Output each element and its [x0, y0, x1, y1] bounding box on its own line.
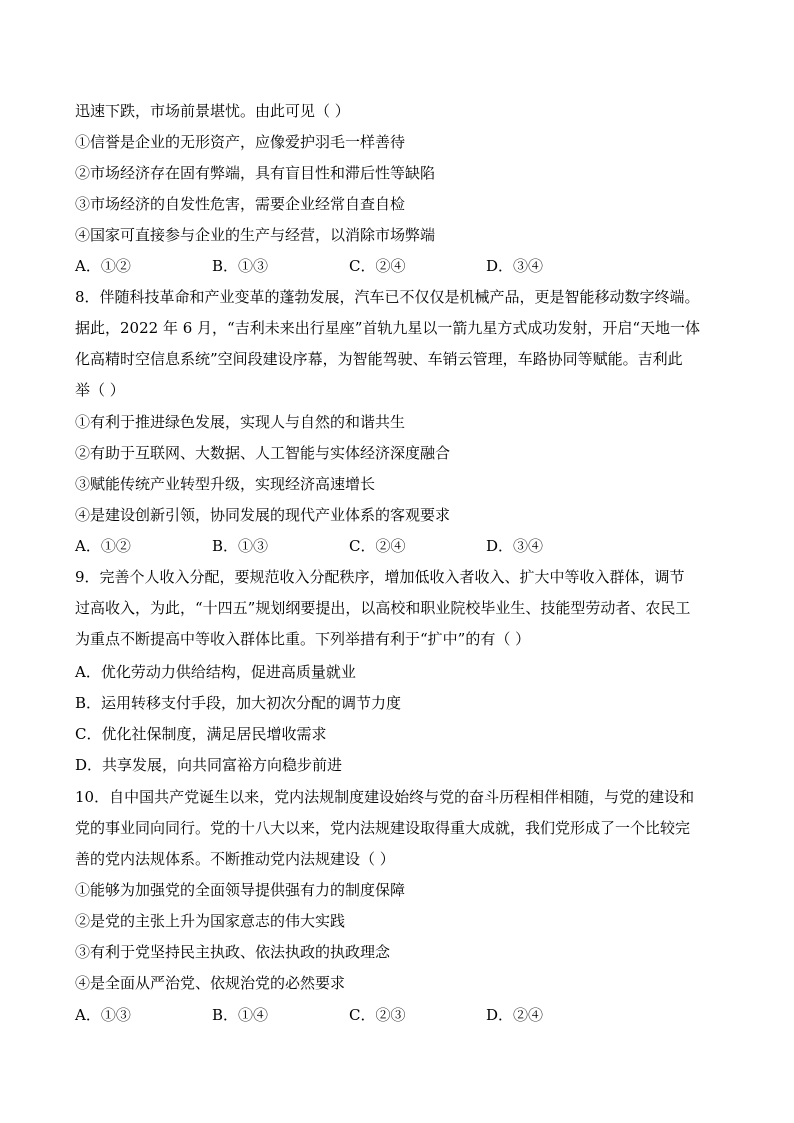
q8-option-b[interactable]: B．①③ — [212, 537, 269, 555]
q7-stem-tail: 迅速下跌，市场前景堪忧。由此可见（ ） — [75, 102, 350, 120]
q8-stem-line-1: 8．伴随科技革命和产业变革的蓬勃发展，汽车已不仅仅是机械产品，更是智能移动数字终端。 — [75, 288, 700, 306]
q8-item-1: ①有利于推进绿色发展，实现人与自然的和谐共生 — [75, 413, 406, 431]
q7-item-3: ③市场经济的自发性危害，需要企业经常自查自检 — [75, 195, 406, 213]
q8-option-a[interactable]: A．①② — [75, 537, 131, 555]
q8-item-2: ②有助于互联网、大数据、人工智能与实体经济深度融合 — [75, 444, 451, 462]
q9-choice-c[interactable]: C．优化社保制度，满足居民增收需求 — [75, 725, 327, 743]
q7-item-2: ②市场经济存在固有弊端，具有盲目性和滞后性等缺陷 — [75, 164, 436, 182]
q10-option-d[interactable]: D．②④ — [486, 1006, 544, 1024]
q10-option-b[interactable]: B．①④ — [212, 1006, 269, 1024]
q9-choice-a[interactable]: A．优化劳动力供给结构，促进高质量就业 — [75, 663, 356, 681]
q9-stem-line-3: 为重点不断提高中等收入群体比重。下列举措有利于“扩中”的有（ ） — [75, 630, 531, 648]
q8-option-c[interactable]: C．②④ — [349, 537, 406, 555]
q8-option-d[interactable]: D．③④ — [486, 537, 544, 555]
q7-option-c[interactable]: C．②④ — [349, 257, 406, 275]
q10-stem-line-2: 党的事业同向同行。党的十八大以来，党内法规建设取得重大成就，我们党形成了一个比较完 — [75, 819, 691, 837]
q10-item-4: ④是全面从严治党、依规治党的必然要求 — [75, 974, 346, 992]
q10-item-2: ②是党的主张上升为国家意志的伟大实践 — [75, 912, 346, 930]
q7-option-b[interactable]: B．①③ — [212, 257, 269, 275]
q7-item-4: ④国家可直接参与企业的生产与经营，以消除市场弊端 — [75, 226, 436, 244]
q8-item-3: ③赋能传统产业转型升级，实现经济高速增长 — [75, 475, 376, 493]
q8-stem-line-3: 化高精时空信息系统”空间段建设序幕，为智能驾驶、车销云管理，车路协同等赋能。吉利此 — [75, 350, 683, 368]
q9-stem-line-2: 过高收入，为此，“十四五”规划纲要提出，以高校和职业院校毕业生、技能型劳动者、农民工 — [75, 599, 691, 617]
q7-option-a[interactable]: A．①② — [75, 257, 131, 275]
q8-stem-line-4: 举（ ） — [75, 381, 125, 399]
q7-option-d[interactable]: D．③④ — [486, 257, 544, 275]
q10-stem-line-1: 10．自中国共产党诞生以来，党内法规制度建设始终与党的奋斗历程相伴相随，与党的建设和 — [75, 788, 695, 806]
q10-item-3: ③有利于党坚持民主执政、依法执政的执政理念 — [75, 943, 391, 961]
q7-item-1: ①信誉是企业的无形资产，应像爱护羽毛一样善待 — [75, 133, 406, 151]
q10-option-a[interactable]: A．①③ — [75, 1006, 131, 1024]
q8-stem-line-2: 据此，2022 年 6 月，“吉利未来出行星座”首轨九星以一箭九星方式成功发射，开启“天地一体 — [75, 319, 701, 337]
q10-stem-line-3: 善的党内法规体系。不断推动党内法规建设（ ） — [75, 850, 395, 868]
q9-choice-b[interactable]: B．运用转移支付手段，加大初次分配的调节力度 — [75, 694, 402, 712]
q10-item-1: ①能够为加强党的全面领导提供强有力的制度保障 — [75, 881, 406, 899]
q9-stem-line-1: 9．完善个人收入分配，要规范收入分配秩序，增加低收入者收入、扩大中等收入群体，调节 — [75, 568, 685, 586]
q10-option-c[interactable]: C．②③ — [349, 1006, 406, 1024]
q9-choice-d[interactable]: D．共享发展，向共同富裕方向稳步前进 — [75, 756, 343, 774]
q8-item-4: ④是建设创新引领，协同发展的现代产业体系的客观要求 — [75, 506, 451, 524]
